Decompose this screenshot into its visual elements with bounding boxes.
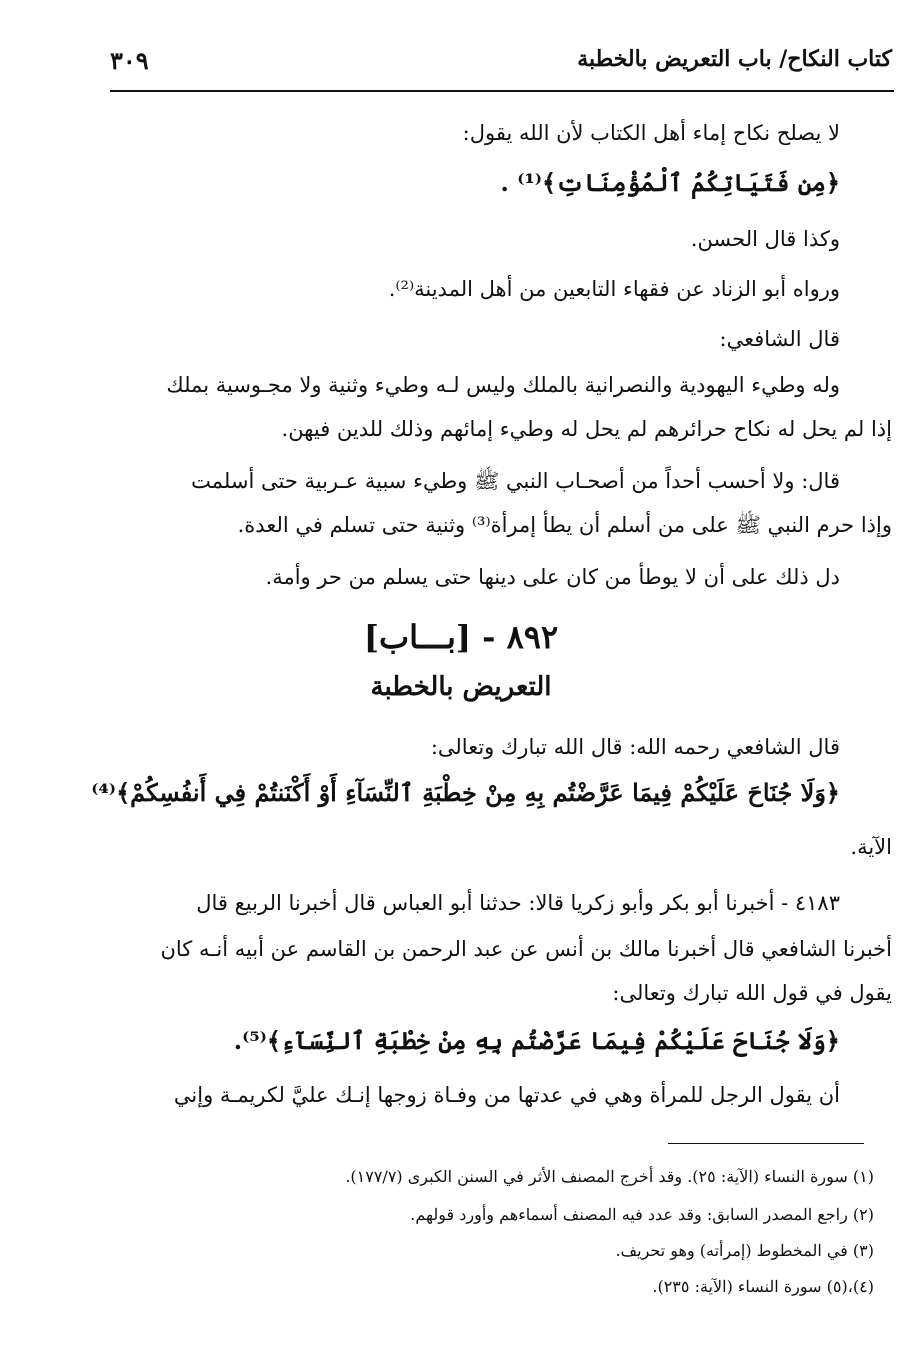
running-header [110, 38, 892, 90]
running-header-title: كتاب النكاح/ باب التعريض بالخطبة [577, 46, 892, 72]
footnote: (٣) في المخطوط (إمرأته) وهو تحريف. [615, 1241, 874, 1260]
text-line: قال الشافعي رحمه الله: قال الله تبارك وتعالى: [430, 735, 840, 759]
footnote: (٤)،(٥) سورة النساء (الآية: ٢٣٥). [652, 1277, 874, 1296]
footnote: (١) سورة النساء (الآية: ٢٥). وقد أخرج المصنف الأثر في السنن الكبرى (١٧٧/٧). [345, 1167, 874, 1186]
page-number: ٣٠٩ [110, 46, 149, 75]
text-line: وله وطيء اليهودية والنصرانية بالملك وليس لـه وطيء وثنية ولا مجـوسية بملك [166, 373, 840, 397]
text-line: وإذا حرم النبي ﷺ على من أسلم أن يطأ إمرأة⁽³⁾ وثنية حتى تسلم في العدة. [237, 513, 892, 537]
header-rule [110, 90, 894, 92]
text-line: وكذا قال الحسن. [690, 227, 840, 251]
text-line: أخبرنا الشافعي قال أخبرنا مالك بن أنس عن عبد الرحمن بن القاسم عن أبيه أنـه كان [160, 937, 892, 961]
text-line: الآية. [850, 835, 892, 859]
footnote: (٢) راجع المصدر السابق: وقد عدد فيه المصنف أسماءهم وأورد قولهم. [410, 1205, 874, 1224]
text-line: لا يصلح نكاح إماء أهل الكتاب لأن الله يقول: [462, 121, 840, 145]
text-line: ورواه أبو الزناد عن فقهاء التابعين من أهل المدينة⁽²⁾. [388, 277, 840, 301]
section-title: التعريض بالخطبة [370, 672, 552, 702]
text-line: يقول في قول الله تبارك وتعالى: [612, 981, 892, 1005]
text-line: قال: ولا أحسب أحداً من أصحـاب النبي ﷺ وطيء سبية عـربية حتى أسلمت [191, 469, 840, 493]
section-number: ٨٩٢ - [بـــاب] [363, 618, 559, 656]
text-line: قال الشافعي: [719, 327, 840, 351]
quran-verse: ﴿وَلَا جُنَاحَ عَلَيْكُمْ فِيمَا عَرَّضْتُم بِهِ مِنْ خِطْبَةِ ٱلنِّسَآءِ﴾⁽⁵⁾. [233, 1026, 840, 1055]
text-line: أن يقول الرجل للمرأة وهي في عدتها من وفـاة زوجها إنـك عليَّ لكريمـة وإني [173, 1083, 840, 1107]
text-line: دل ذلك على أن لا يوطأ من كان على دينها حتى يسلم من حر وأمة. [265, 565, 840, 589]
text-line: ٤١٨٣ - أخبرنا أبو بكر وأبو زكريا قالا: حدثنا أبو العباس قال أخبرنا الربيع قال [196, 891, 840, 915]
footnote-rule [668, 1143, 864, 1144]
text-line: إذا لم يحل له نكاح حرائرهم لم يحل له وطيء إمائهم وذلك للدين فيهن. [281, 417, 892, 441]
quran-verse: ﴿مِن فَتَيَاتِكُمُ ٱلْمُؤْمِنَاتِ﴾⁽¹⁾ . [500, 168, 840, 197]
quran-verse: ﴿وَلَا جُنَاحَ عَلَيْكُمْ فِيمَا عَرَّضْتُم بِهِ مِنْ خِطْبَةِ ٱلنِّسَآءِ أَوْ أَكْنَنتُمْ فِي أَنفُسِكُمْ﴾⁽⁴⁾ [91, 778, 840, 807]
